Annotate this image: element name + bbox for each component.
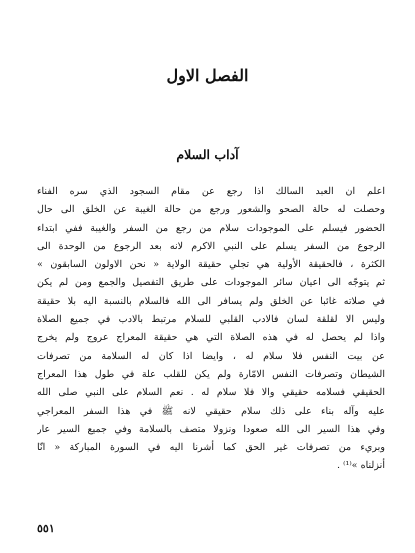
page-number: ٥٥١ (37, 522, 55, 535)
paragraph-line: وليس الا لقلقة لسان فالادب القلبي للسلام مرتبط بالادب في جميع الصلاة (37, 314, 385, 326)
paragraph-line: أنزلناه »⁽¹⁾ . (336, 460, 385, 472)
paragraph-line: الرجوع من السفر يسلم على النبي الاكرم لانه بعد الرجوع من الوحدة الى (37, 240, 385, 252)
section-title: آداب السلام (176, 147, 239, 162)
paragraph-line: وفي هذا السير الى الله صعودا ونزولا متصف بالسلامة وفي جميع السير عار (37, 423, 385, 435)
paragraph-line: وحصلت له حالة الصحو والشعور ورجع من حالة الغيبة عن الخلق الى حال (37, 204, 385, 216)
chapter-title: الفصل الاول (166, 66, 249, 85)
paragraph-line: الشيطان وتصرفات النفس الامّارة ولم يكن للقلب علة في طول هذا المعراج (37, 368, 385, 380)
paragraph-line: واذا لم يحصل له في هذه الصلاة التي هي حقيقة المعراج عروج ولم يخرج (37, 332, 385, 344)
paragraph-line: وبريء من تصرفات غير الحق كما أشرنا اليه في السورة المباركة « انّا (37, 442, 385, 454)
paragraph-line: الحضور فيسلم على الموجودات سلام من رجع من السفر والغيبة ففي ابتداء (37, 222, 385, 234)
paragraph-line: عليه وآله بناء على ذلك سلام حقيقي لانه ﷺ في هذا السفر المعراجي (37, 405, 385, 417)
paragraph-line: الكثرة ، فالحقيقة الأولية هي تجلي حقيقة الولاية « نحن الاولون السابقون » (37, 259, 385, 271)
paragraph-line: عن بيت النفس فلا سلام له ، وايضا اذا كان له السلامة من تصرفات (37, 350, 385, 362)
paragraph-line: في صلاته غائبا عن الخلق ولم يسافر الى الله فالسلام بالنسبة اليه بلا حقيقة (37, 295, 385, 307)
body-paragraph (37, 183, 385, 476)
paragraph-line: الحقيقي فسلامه حقيقي والا فلا سلام له . نعم السلام على النبي صلى الله (37, 387, 385, 399)
paragraph-line: ثم يتوجّه الى اعيان سائر الموجودات على طريق التفصيل والجمع ومن لم يكن (37, 277, 385, 289)
paragraph-line: اعلم ان العبد السالك اذا رجع عن مقام السجود الذي سره الفناء (37, 186, 385, 197)
